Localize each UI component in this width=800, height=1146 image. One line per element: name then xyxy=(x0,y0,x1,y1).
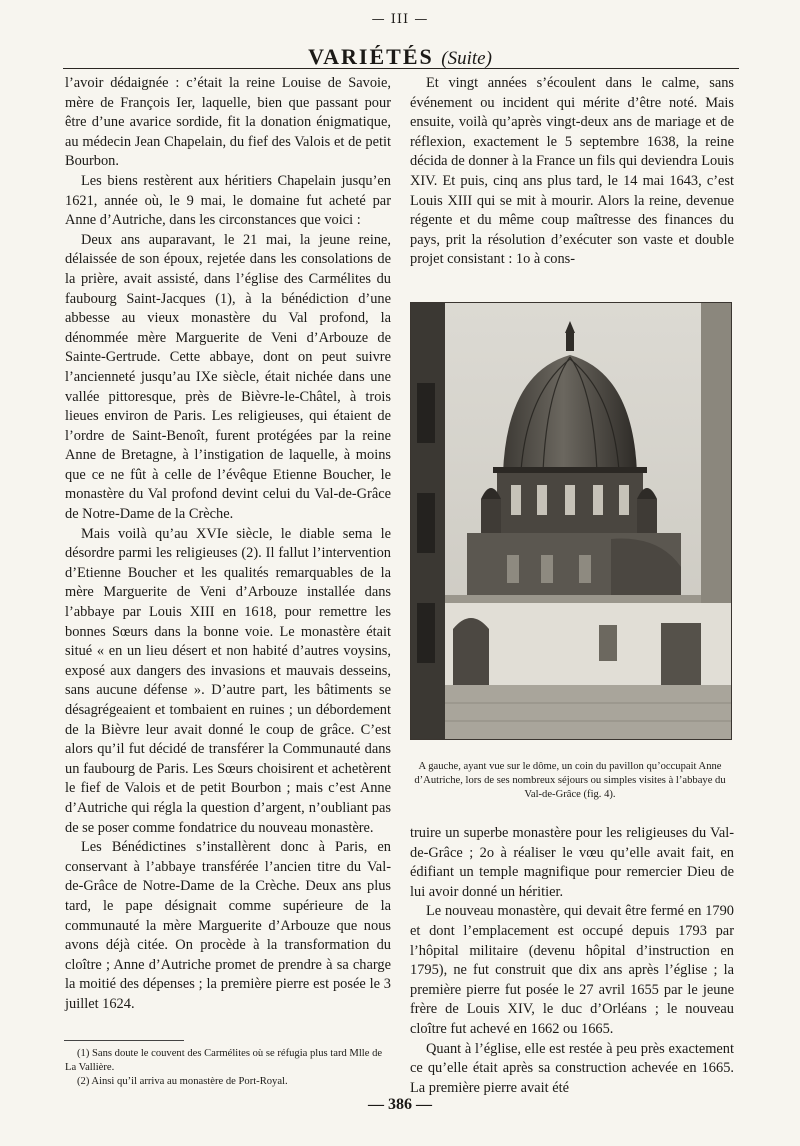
left-column xyxy=(65,74,391,1015)
church-dome-photo xyxy=(410,302,732,740)
paragraph: l’avoir dédaignée : c’était la reine Louise de Savoie, mère de François Ier, laquelle, bien que passant pour être d’une avarice sordide, fit la donation énigmatique, au médecin Jean Chapelain, du fief des Valois et de petit Bourbon. xyxy=(65,75,391,170)
val-de-grace-dome-illustration xyxy=(411,303,731,739)
paragraph: Les Bénédictines s’installèrent donc à Paris, en conservant à l’abbaye transférée l’ancien titre du Val-de-Grâce de Notre-Dame de la Crèche. Deux ans plus tard, le pape désignait comme supérieure de la communauté la mère Marguerite d’Arbouze que nous avons déjà citée. On procède à la transformation du cloître ; Anne d’Autriche promet de prendre à sa charge la moitié des dépenses ; la première pierre est posée le 3 juillet 1624. xyxy=(65,839,391,1012)
page-title xyxy=(0,44,800,70)
paragraph: Et vingt années s’écoulent dans le calme, sans événement ou incident qui mérite d’être noté. Mais ensuite, voilà qu’après vingt-deux ans de mariage et de réflexion, exactement le 5 septembre 1638, la reine décida de donner à la France un fils qui deviendra Louis XIV. Et puis, cinq ans plus tard, le 14 mai 1643, c’est Louis XIII qui se mit à mourir. Alors la reine, devenue régente et du même coup maîtresse des finances du pays, prit la résolution d’exécuter son vaste et double projet consistant : 1o à cons- xyxy=(410,75,734,268)
footnotes xyxy=(65,1047,391,1089)
paragraph: Quant à l’église, elle est restée à peu près exactement ce qu’elle était après sa construction achevée en 1665. La première pierre avait été xyxy=(410,1040,734,1096)
right-column-top xyxy=(410,74,734,270)
footnote-rule xyxy=(64,1040,184,1041)
title-main: VARIÉTÉS xyxy=(308,44,434,69)
footnote: (2) Ainsi qu’il arriva au monastère de Port-Royal. xyxy=(77,1076,288,1087)
paragraph: Le nouveau monastère, qui devait être fermé en 1790 et dont l’emplacement est occupé depuis 1793 par l’hôpital militaire (devenu hôpital d’instruction en 1795), ne fut construit que dix ans après l’église ; la première pierre fut posée le 27 avril 1655 par le jeune frère de Louis XIV, le duc d’Orléans ; le nouveau cloître fut achevé en 1662 ou 1665. xyxy=(410,903,734,1037)
paragraph: Les biens restèrent aux héritiers Chapelain jusqu’en 1621, année où, le 9 mai, le domaine fut acheté par Anne d’Autriche, dans les circonstances que voici : xyxy=(65,172,391,229)
paragraph: Deux ans auparavant, le 21 mai, la jeune reine, délaissée de son époux, rejetée dans les consolations de la prière, avait assisté, dans l’église des Carmélites du faubourg Saint-Jacques (1), à la bénédiction d’une abbesse au vieux monastère du Val profond, la dénommée mère Marguerite de Veni d’Arbouze de Sainte-Gertrude. Cette abbaye, dont on peut suivre l’ancienneté jusqu’au IXe siècle, était nichée dans une vallée pittoresque, près de Bièvre-le-Châtel, à trois lieues environ de Paris. Les religieuses, qui étaient de l’ordre de Saint-Benoît, furent protégées par la reine Anne de Bretagne, à l’instigation de laquelle, à moins que ce ne fût à celle de l’évêque Etienne Boucher, le monastère du Val profond devint celui du Val-de-Grâce de Notre-Dame de la Crèche. xyxy=(65,231,391,523)
paragraph: truire un superbe monastère pour les religieuses du Val-de-Grâce ; 2o à réaliser le vœu qu’elle avait fait, en édifiant un temple magnifique pour remercier Dieu de lui avoir donné un héritier. xyxy=(410,825,734,900)
right-column-bottom xyxy=(410,824,734,1098)
header-rule xyxy=(63,68,739,69)
photo-caption: A gauche, ayant vue sur le dôme, un coin du pavillon qu’occupait Anne d’Autriche, lors de ses nombreux séjours ou simples visites à l’abbaye du Val-de-Grâce (fig. 4). xyxy=(414,761,726,800)
title-suffix: (Suite) xyxy=(441,48,492,69)
page-number: — 386 — xyxy=(368,1096,432,1113)
section-number: — III — xyxy=(371,12,429,27)
paragraph: Mais voilà qu’au XVIe siècle, le diable sema le désordre parmi les religieuses (2). Il fallut l’intervention d’Etienne Boucher et les qualités remarquables de la mère Marguerite de Veni d’Arbouze installée dans l’abbaye par Louis XIII en 1618, pour remettre les bonnes Sœurs dans la bonne voie. Le monastère était situé « en un lieu désert et non habité d’autres voysins, exposé aux dangers des invasions et mauvais desseins, sans aucune défense ». D’autre part, les bâtiments se désagrégeaient et tombaient en ruines ; un débordement de la Bièvre leur avait donné le coup de grâce. C’est alors qu’il fut décidé de transférer la Communauté dans un faubourg de Paris. Les Sœurs choisirent et achetèrent le fief de Valois et de petit Bourbon ; mais c’est Anne d’Autriche qui régla la question d’argent, n’oubliant pas de se poser comme fondatrice du nouveau monastère. xyxy=(65,525,391,836)
footnote: (1) Sans doute le couvent des Carmélites où se réfugia plus tard Mlle de La Vallière. xyxy=(65,1048,383,1073)
